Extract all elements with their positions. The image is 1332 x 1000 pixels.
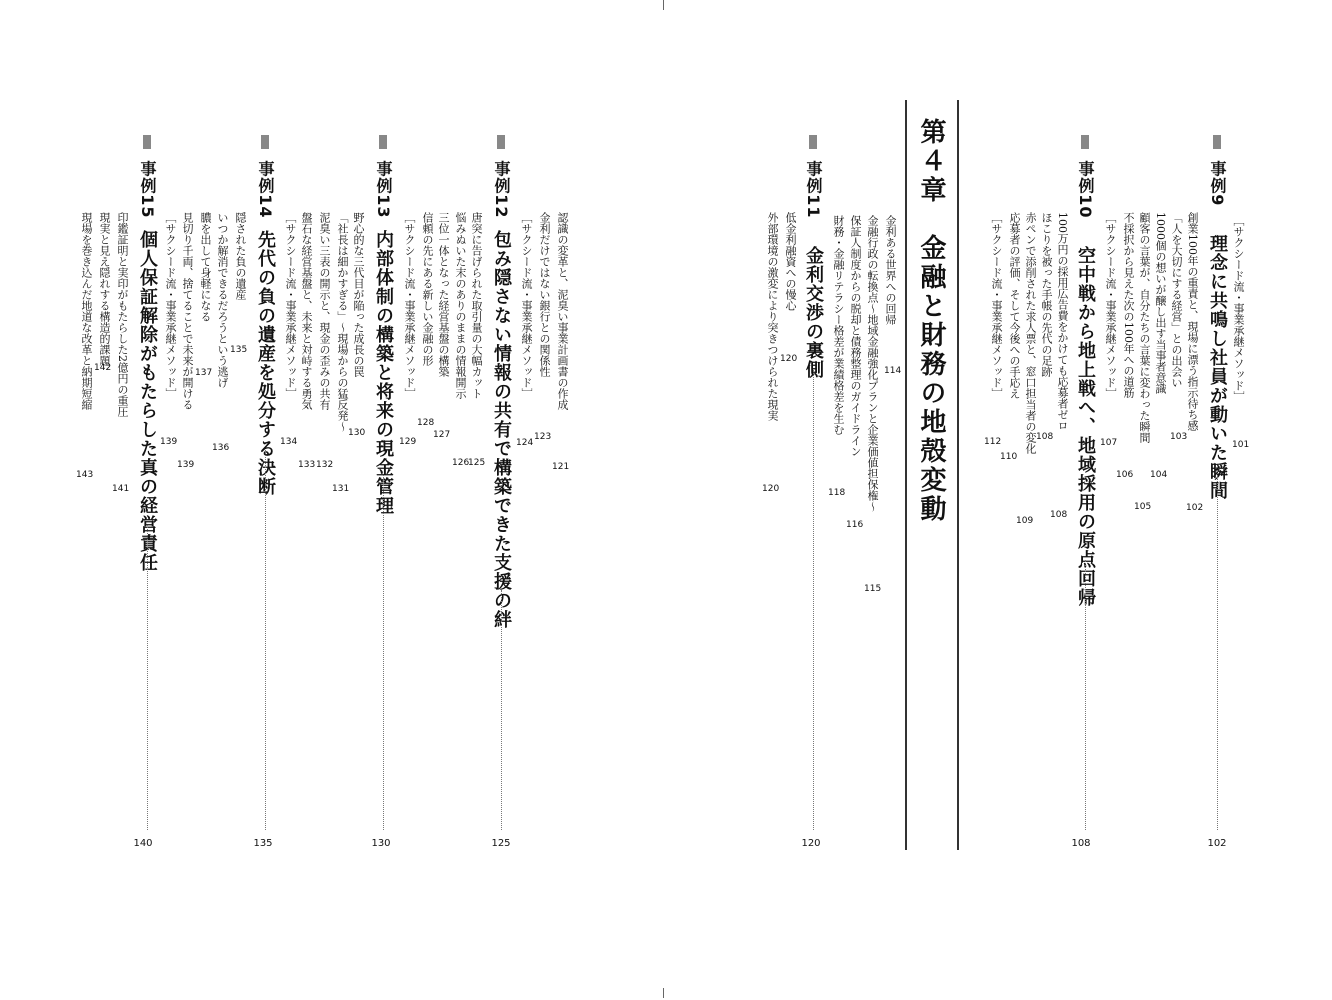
bullet-bar: [1081, 135, 1089, 149]
chapter-title: 金融と財務の地殻変動: [916, 234, 946, 524]
crop-mark-bottom: [663, 988, 664, 998]
page-number: 120: [801, 838, 821, 849]
toc-page: 106: [1116, 470, 1134, 480]
toc-page: 123: [534, 432, 552, 442]
toc-page: 103: [1170, 432, 1188, 442]
toc-page: 120: [762, 484, 780, 494]
case-heading: [802, 135, 824, 379]
case-heading: [490, 135, 512, 629]
leader-dots: [147, 525, 148, 830]
toc-item: ［サクシード流・事業承継メソッド］: [520, 212, 533, 399]
toc-item: ［サクシード流・事業承継メソッド］: [284, 212, 297, 399]
leader-dots: [1085, 560, 1086, 830]
case-label: 事例12: [492, 160, 511, 219]
case-label: 事例10: [1076, 160, 1095, 219]
toc-item: 財務・金融リテラシー格差が業績格差を生む: [832, 215, 845, 435]
page-number: 135: [253, 838, 273, 849]
leader-dots: [813, 370, 814, 830]
case-heading: [136, 135, 158, 572]
toc-page: 125: [468, 458, 486, 468]
toc-page: 135: [230, 345, 248, 355]
leader-dots: [1217, 470, 1218, 830]
page-number: 108: [1071, 838, 1091, 849]
toc-item: ［サクシード流・事業承継メソッド］: [1232, 215, 1245, 402]
toc-item: 金融行政の転換点〜地域金融強化プランと企業価値担保権〜: [866, 215, 879, 512]
toc-item: 信頼の先にある新しい金融の形: [421, 212, 434, 366]
toc-item: 100万円の採用広告費をかけても応募者ゼロ: [1056, 212, 1069, 431]
bullet-bar: [809, 135, 817, 149]
case-title: 空中戦から地上戦へ、地域採用の原点回帰: [1075, 245, 1096, 607]
toc-item: 唐突に告げられた取引量の大幅カット: [470, 212, 483, 399]
crop-mark-top: [663, 0, 664, 10]
case-title: 理念に共鳴し社員が動いた瞬間: [1207, 233, 1228, 500]
case-label: 事例11: [804, 160, 823, 219]
case-title: 内部体制の構築と将来の現金管理: [373, 229, 394, 515]
bullet-bar: [1213, 135, 1221, 149]
toc-item: 「社長は細かすぎる」〜現場からの猛反発〜: [336, 212, 349, 432]
toc-item: 現実と見え隠れする構造的課題: [98, 212, 111, 366]
toc-page: 120: [780, 354, 798, 364]
toc-item: 赤ペンで添削された求人票と、窓口担当者の変化: [1024, 212, 1037, 454]
toc-page: 105: [1134, 502, 1152, 512]
toc-item: 泥臭い三表の開示と、現金の歪みの共有: [318, 212, 331, 410]
page-number: 130: [371, 838, 391, 849]
toc-page: 107: [1100, 438, 1118, 448]
toc-page: 142: [94, 363, 112, 373]
toc-page: 128: [417, 418, 435, 428]
case-title: 個人保証解除がもたらした真の経営責任: [137, 229, 158, 572]
toc-page: 131: [332, 484, 350, 494]
case-title: 金利交渉の裏側: [803, 245, 824, 379]
page-number: 102: [1207, 838, 1227, 849]
toc-page: 104: [1150, 470, 1168, 480]
toc-page: 134: [280, 437, 298, 447]
bullet-bar: [143, 135, 151, 149]
toc-page: 108: [1036, 432, 1054, 442]
case-label: 事例9: [1208, 160, 1227, 207]
toc-page: 141: [112, 484, 130, 494]
page-number: 140: [133, 838, 153, 849]
toc-page: 133: [298, 460, 316, 470]
bullet-bar: [379, 135, 387, 149]
toc-page: 112: [984, 437, 1002, 447]
toc-item: 盤石な経営基盤と、未来と対峙する勇気: [300, 212, 313, 410]
toc-page: 132: [316, 460, 334, 470]
chapter-label: 第４章: [916, 118, 946, 205]
case-label: 事例15: [138, 160, 157, 219]
toc-item: 1000個の想いが醸し出す当事者意識: [1154, 212, 1167, 394]
toc-page: 139: [160, 437, 178, 447]
toc-item: ［サクシード流・事業承継メソッド］: [164, 212, 177, 399]
toc-page: 130: [348, 428, 366, 438]
leader-dots: [383, 475, 384, 830]
toc-item: 創業100年の重責と、現場に漂う指示待ち感: [1186, 212, 1199, 431]
toc-page: 143: [76, 470, 94, 480]
bullet-bar: [497, 135, 505, 149]
toc-page: 139: [177, 460, 195, 470]
toc-item: 印鑑証明と実印がもたらした2億円の重圧: [116, 212, 129, 417]
toc-page: 116: [846, 520, 864, 530]
toc-item: ほこりを被った手帳の先代の足跡: [1040, 212, 1053, 377]
toc-item: 現場を巻き込んだ地道な改革と納期短縮: [80, 212, 93, 410]
toc-item: ［サクシード流・事業承継メソッド］: [1104, 212, 1117, 399]
chapter-heading: [905, 100, 959, 850]
toc-page: 101: [1232, 440, 1250, 450]
toc-page: 102: [1186, 503, 1204, 513]
case-label: 事例14: [256, 160, 275, 219]
toc-item: 保証人制度からの脱却と債務整理のガイドライン: [849, 215, 862, 457]
case-title: 先代の負の遺産を処分する決断: [255, 229, 276, 496]
page-number: 125: [491, 838, 511, 849]
toc-page: 118: [828, 488, 846, 498]
toc-page: 137: [195, 368, 213, 378]
toc-item: 低金利融資への慢心: [784, 212, 797, 311]
toc-page: 126: [452, 458, 470, 468]
toc-page: 136: [212, 443, 230, 453]
case-heading: [254, 135, 276, 496]
toc-item: 「人を大切にする経営」との出会い: [1170, 212, 1183, 388]
toc-item: 認識の変革と、泥臭い事業計画書の作成: [556, 212, 569, 410]
toc-page: 114: [884, 366, 902, 376]
toc-item: 応募者の評価、そして今後への手応え: [1008, 212, 1021, 399]
toc-item: 不採択から見えた次の100年への道筋: [1122, 212, 1135, 398]
leader-dots: [265, 450, 266, 830]
toc-item: 悩みぬいた末のありのままの情報開示: [454, 212, 467, 399]
toc-item: 外部環境の激変により突きつけられた現実: [766, 212, 779, 421]
toc-page: 124: [516, 438, 534, 448]
toc-page: 109: [1016, 516, 1034, 526]
toc-item: いつか解消できるだろうという逃げ: [216, 212, 229, 388]
toc-item: 見切り千両、捨てることで未来が開ける: [181, 212, 194, 410]
bullet-bar: [261, 135, 269, 149]
toc-item: 金利ある世界への回帰: [884, 215, 897, 325]
toc-item: 金利だけではない銀行との関係性: [538, 212, 551, 377]
toc-item: ［サクシード流・事業承継メソッド］: [990, 212, 1003, 399]
toc-page: 121: [552, 462, 570, 472]
toc-page: 110: [1000, 452, 1018, 462]
toc-item: ［サクシード流・事業承継メソッド］: [403, 212, 416, 399]
toc-item: 膿を出して身軽になる: [199, 212, 212, 322]
toc-item: 野心的な三代目が陥った成長の罠: [352, 212, 365, 377]
case-heading: [372, 135, 394, 515]
toc-item: 三位一体となった経営基盤の構築: [437, 212, 450, 377]
toc-page: 115: [864, 584, 882, 594]
toc-page: 127: [433, 430, 451, 440]
case-heading: [1206, 135, 1228, 500]
toc-item: 隠された負の遺産: [234, 212, 247, 300]
toc-page: 129: [399, 437, 417, 447]
leader-dots: [501, 590, 502, 830]
case-heading: [1074, 135, 1096, 607]
toc-item: 顧客の言葉が、自分たちの言葉に変わった瞬間: [1138, 212, 1151, 443]
case-label: 事例13: [374, 160, 393, 219]
case-title: 包み隠さない情報の共有で構築できた支援の絆: [491, 229, 512, 629]
toc-page: 108: [1050, 510, 1068, 520]
